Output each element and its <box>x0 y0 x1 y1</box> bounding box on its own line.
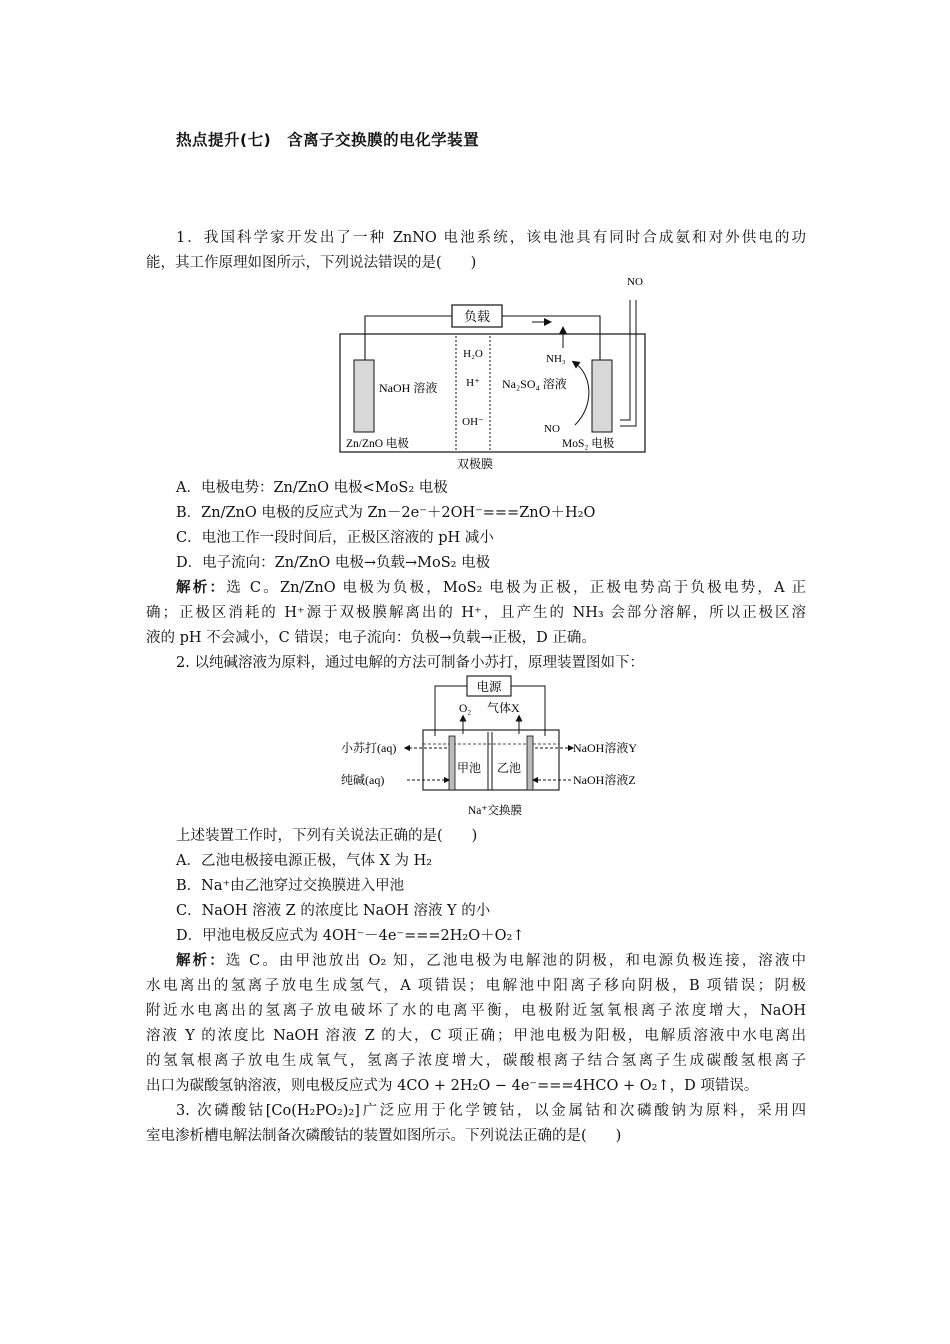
anode-electrode <box>449 736 455 790</box>
h2o-label: H₂O <box>463 348 483 360</box>
cell-tank <box>423 730 559 790</box>
q2-answer-line2: 水电离出的氢离子放电生成氢气，A 项错误；电解池中阳离子移向阴极，B 项错误；阴极 <box>146 978 806 994</box>
q2-electrolysis-diagram <box>335 672 655 822</box>
baking-soda-label: 小苏打(aq) <box>341 741 397 755</box>
zn-electrode-label: Zn/ZnO 电极 <box>346 438 409 450</box>
q1-answer-line3: 液的 pH 不会减小，C 错误；电子流向：负极→负载→正极，D 正确。 <box>146 630 596 646</box>
q3-stem-line1: 3. 次磷酸钴[Co(H₂PO₂)₂]广泛应用于化学镀钴，以金属钴和次磷酸钠为原料，采用四 <box>176 1103 806 1119</box>
q1-option-b: B．Zn/ZnO 电极的反应式为 Zn－2e⁻＋2OH⁻===ZnO＋H₂O <box>176 505 596 521</box>
q2-option-c: C．NaOH 溶液 Z 的浓度比 NaOH 溶液 Y 的小 <box>176 903 491 919</box>
q2-answer-label: 解析： <box>176 952 226 969</box>
zn-electrode <box>354 360 374 432</box>
q2-answer-line5: 的氢氧根离子放电生成氧气，氢离子浓度增大，碳酸根离子结合氢离子生成碳酸氢根离子 <box>146 1053 806 1069</box>
naoh-z-label: NaOH溶液Z <box>573 773 636 787</box>
nh3-label: NH₃ <box>546 353 566 365</box>
membrane-label: 双极膜 <box>456 457 494 471</box>
q1-battery-diagram <box>330 270 660 475</box>
no-top-label: NO <box>627 276 643 288</box>
q2-option-d: D．甲池电极反应式为 4OH⁻－4e⁻===2H₂O＋O₂↑ <box>176 928 525 944</box>
gas-x-label: 气体X <box>487 701 520 715</box>
q1-answer-label: 解析： <box>176 579 227 596</box>
q2-option-b: B．Na⁺由乙池穿过交换膜进入甲池 <box>176 878 405 894</box>
left-wire <box>365 316 452 365</box>
q2-answer-line1 <box>176 951 806 971</box>
q2-option-a: A．乙池电极接电源正极，气体 X 为 H₂ <box>176 853 433 869</box>
ohminus-label: OH⁻ <box>462 416 484 428</box>
soda-label: 纯碱(aq) <box>341 773 385 787</box>
q2-answer-text1: 选 C。由甲池放出 O₂ 知，乙池电极为电解池的阴极，和电源负极连接，溶液中 <box>225 953 807 969</box>
naoh-label: NaOH 溶液 <box>379 381 438 395</box>
cell-b-label: 乙池 <box>497 761 522 775</box>
cathode-electrode <box>527 736 533 790</box>
q2-answer-line6: 出口为碳酸氢钠溶液，则电极反应式为 4CO + 2H₂O − 4e⁻===4HCO + O₂↑，D 项错误。 <box>146 1078 759 1094</box>
naoh-y-label: NaOH溶液Y <box>573 741 637 755</box>
q1-option-c: C．电池工作一段时间后，正极区溶液的 pH 减小 <box>176 530 494 546</box>
no-to-nh3-arrow <box>575 363 589 425</box>
na2so4-label: Na₂SO₄ 溶液 <box>502 377 567 391</box>
q3-stem-line2: 室电渗析槽电解法制备次磷酸钴的装置如图所示。下列说法正确的是( ) <box>146 1128 622 1144</box>
load-label: 负载 <box>463 309 491 324</box>
q1-answer-text1: 选 C。Zn/ZnO 电极为负极，MoS₂ 电极为正极，正极电势高于负极电势，A 正 <box>226 580 806 596</box>
q1-option-d: D．电子流向：Zn/ZnO 电极→负载→MoS₂ 电极 <box>176 555 491 571</box>
power-label: 电源 <box>476 680 502 694</box>
q1-stem-line1: 1．我国科学家开发出了一种 ZnNO 电池系统，该电池具有同时合成氨和对外供电的功 <box>176 230 806 246</box>
mos2-electrode-label: MoS₂ 电极 <box>562 438 615 450</box>
q1-answer-line2: 确；正极区消耗的 H⁺源于双极膜解离出的 H⁺，且产生的 NH₃ 会部分溶解，所以正极区溶 <box>146 605 806 621</box>
q1-answer-line1 <box>176 578 806 598</box>
section-title: 热点提升(七) 含离子交换膜的电化学装置 <box>176 131 480 149</box>
no-tube-inner <box>620 300 636 426</box>
q2-answer-line4: 溶液 Y 的浓度比 NaOH 溶液 Z 的大，C 项正确；甲池电极为阳极，电解质溶液中水电离出 <box>146 1028 806 1044</box>
q2-question: 上述装置工作时，下列有关说法正确的是( ) <box>176 828 478 844</box>
no-tube-outer <box>620 300 630 420</box>
q1-stem-line2: 能，其工作原理如图所示，下列说法错误的是( ) <box>146 255 477 271</box>
no-bottom-label: NO <box>544 423 560 435</box>
q2-stem: 2. 以纯碱溶液为原料，通过电解的方法可制备小苏打，原理装置图如下： <box>176 655 644 671</box>
cell-a-label: 甲池 <box>457 761 482 775</box>
membrane-label: Na⁺交换膜 <box>468 805 522 817</box>
hplus-label: H⁺ <box>466 377 480 389</box>
q1-option-a: A．电极电势：Zn/ZnO 电极<MoS₂ 电极 <box>176 480 448 496</box>
mos2-electrode <box>592 360 612 432</box>
q2-answer-line3: 附近水电离出的氢离子放电破坏了水的电离平衡，电极附近氢氧根离子浓度增大，NaOH <box>146 1003 806 1019</box>
o2-label: O₂ <box>459 703 472 715</box>
